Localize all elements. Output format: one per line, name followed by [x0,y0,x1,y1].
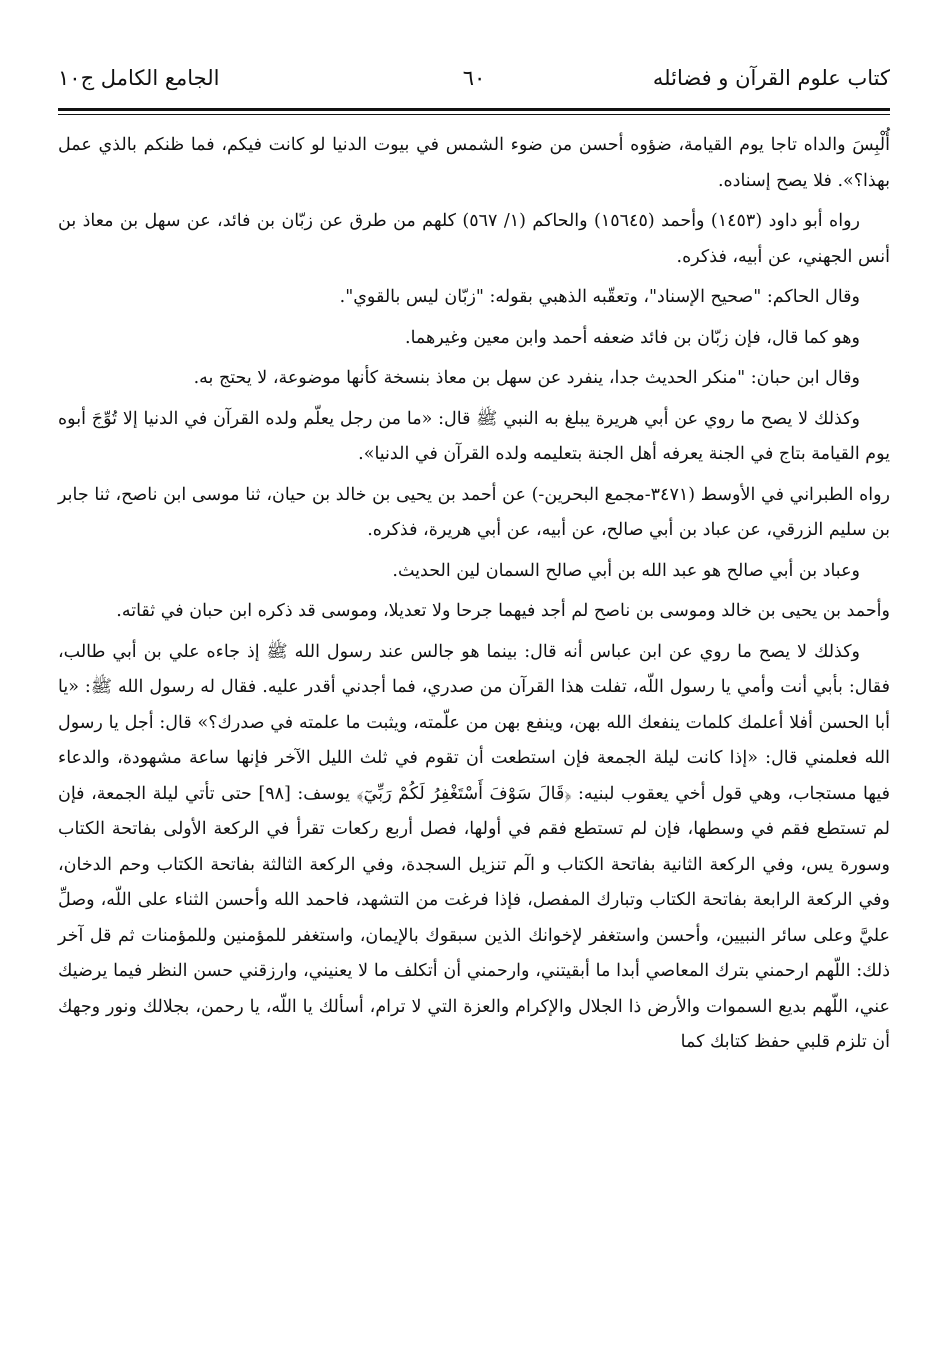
book-title: كتاب علوم القرآن و فضائله [652,66,890,90]
page-number: ٦٠ [462,66,486,90]
paragraph: وهو كما قال، فإن زبّان بن فائد ضعفه أحمد وابن معين وغيرهما. [405,327,860,348]
paragraph: أُلْبِسَ والداه تاجا يوم القيامة، ضؤوه أحسن من ضوء الشمس في بيوت الدنيا لو كانت فيكم، فما ظنكم بالذي عمل بهذا؟». فلا يصح إسناده. [58,135,890,191]
header-rule-thick [58,108,890,111]
paragraph: وأحمد بن يحيى بن خالد وموسى بن ناصح لم أجد فيهما جرحا ولا تعديلا، وموسى قد ذكره ابن حبان في ثقاته. [116,601,890,621]
paragraph: رواه الطبراني في الأوسط (٣٤٧١-مجمع البحرين-) عن أحمد بن يحيى بن خالد بن حيان، ثنا موسى ابن ناصح، ثنا جابر بن سليم الزرقي، عن عباد بن أبي صالح، عن أبيه، عن أبي هريرة، فذكره. [58,484,891,540]
paragraph: وقال الحاكم: "صحيح الإسناد"، وتعقّبه الذهبي بقوله: "زبّان ليس بالقوي". [339,287,860,307]
paragraph: وقال ابن حبان: "منكر الحديث جدا، ينفرد عن سهل بن معاذ بنسخة كأنها موضوعة، لا يحتج به. [193,368,860,388]
paragraph: رواه أبو داود (١٤٥٣) وأحمد (١٥٦٤٥) والحاكم (١/ ٥٦٧) كلهم من طرق عن زبّان بن فائد، عن سهل بن معاذ بن أنس الجهني، عن أبيه، فذكره. [58,211,890,267]
paragraph: وكذلك لا يصح ما روي عن ابن عباس أنه قال: بينما هو جالس عند رسول الله ﷺ إذ جاءه علي بن أبي طالب، فقال: بأبي أنت وأمي يا رسول اللّه، تفلت هذا القرآن من صدري، فما أجدني أقدر عليه. فقال له رسول الله ﷺ: «يا أبا الحسن أفلا أعلمك كلمات ينفعك الله بهن، وينفع بهن من علّمته، ويثبت ما علمته في صدرك؟» قال: أجل يا رسول الله فعلمني قال: «إذا كانت ليلة الجمعة فإن استطعت أن تقوم في ثلث الليل الآخر فإنها ساعة مشهودة، والدعاء فيها مستجاب، وهي قول أخي يعقوب لبنيه: ﴿قَالَ سَوْفَ أَسْتَغْفِرُ لَكُمْ رَبِّيٓ﴾ يوسف: [٩٨] حتى تأتي ليلة الجمعة، فإن لم تستطع فقم في وسطها، فإن لم تستطع فقم في أولها، فصل أربع ركعات تقرأ في الركعة الأولى بفاتحة الكتاب وسورة يس، وفي الركعة الثانية بفاتحة الكتاب و الٓم تنزيل السجدة، وفي الركعة الثالثة بفاتحة الكتاب وحم الدخان، وفي الركعة الرابعة بفاتحة الكتاب وتبارك المفصل، فإذا فرغت من التشهد، فاحمد الله وأحسن الثناء على اللّه، وصلِّ عليَّ وعلى سائر النبيين، وأحسن واستغفر لإخوانك الذين سبقوك بالإيمان، واستغفر للمؤمنين وللمؤمنات ثم قل آخر ذلك: اللّهم ارحمني بترك المعاصي أبدا ما أبقيتني، وارحمني أن أتكلف ما لا يعنيني، وارزقني حسن النظر فيما يرضيك عني، اللّهم بديع السموات والأرض ذا الجلال والإكرام والعزة التي لا ترام، أسألك يا اللّه، يا رحمن، بجلالك ونور وجهك أن تلزم قلبي حفظ كتابك كما [58,641,891,1052]
paragraph: وكذلك لا يصح ما روي عن أبي هريرة يبلغ به النبي ﷺ قال: «ما من رجل يعلّم ولده القرآن في الدنيا إلا تُوِّجَ أبوه يوم القيامة بتاج في الجنة يعرفه أهل الجنة بتعليمه ولده القرآن في الدنيا». [58,408,890,464]
body-text [58,128,890,1066]
page-header [58,66,890,102]
paragraph: وعباد بن أبي صالح هو عبد الله بن أبي صالح السمان لين الحديث. [392,560,860,581]
header-rule-thin [58,114,890,115]
collection-title: الجامع الكامل ج١٠ [58,66,220,90]
document-page [58,0,890,1372]
